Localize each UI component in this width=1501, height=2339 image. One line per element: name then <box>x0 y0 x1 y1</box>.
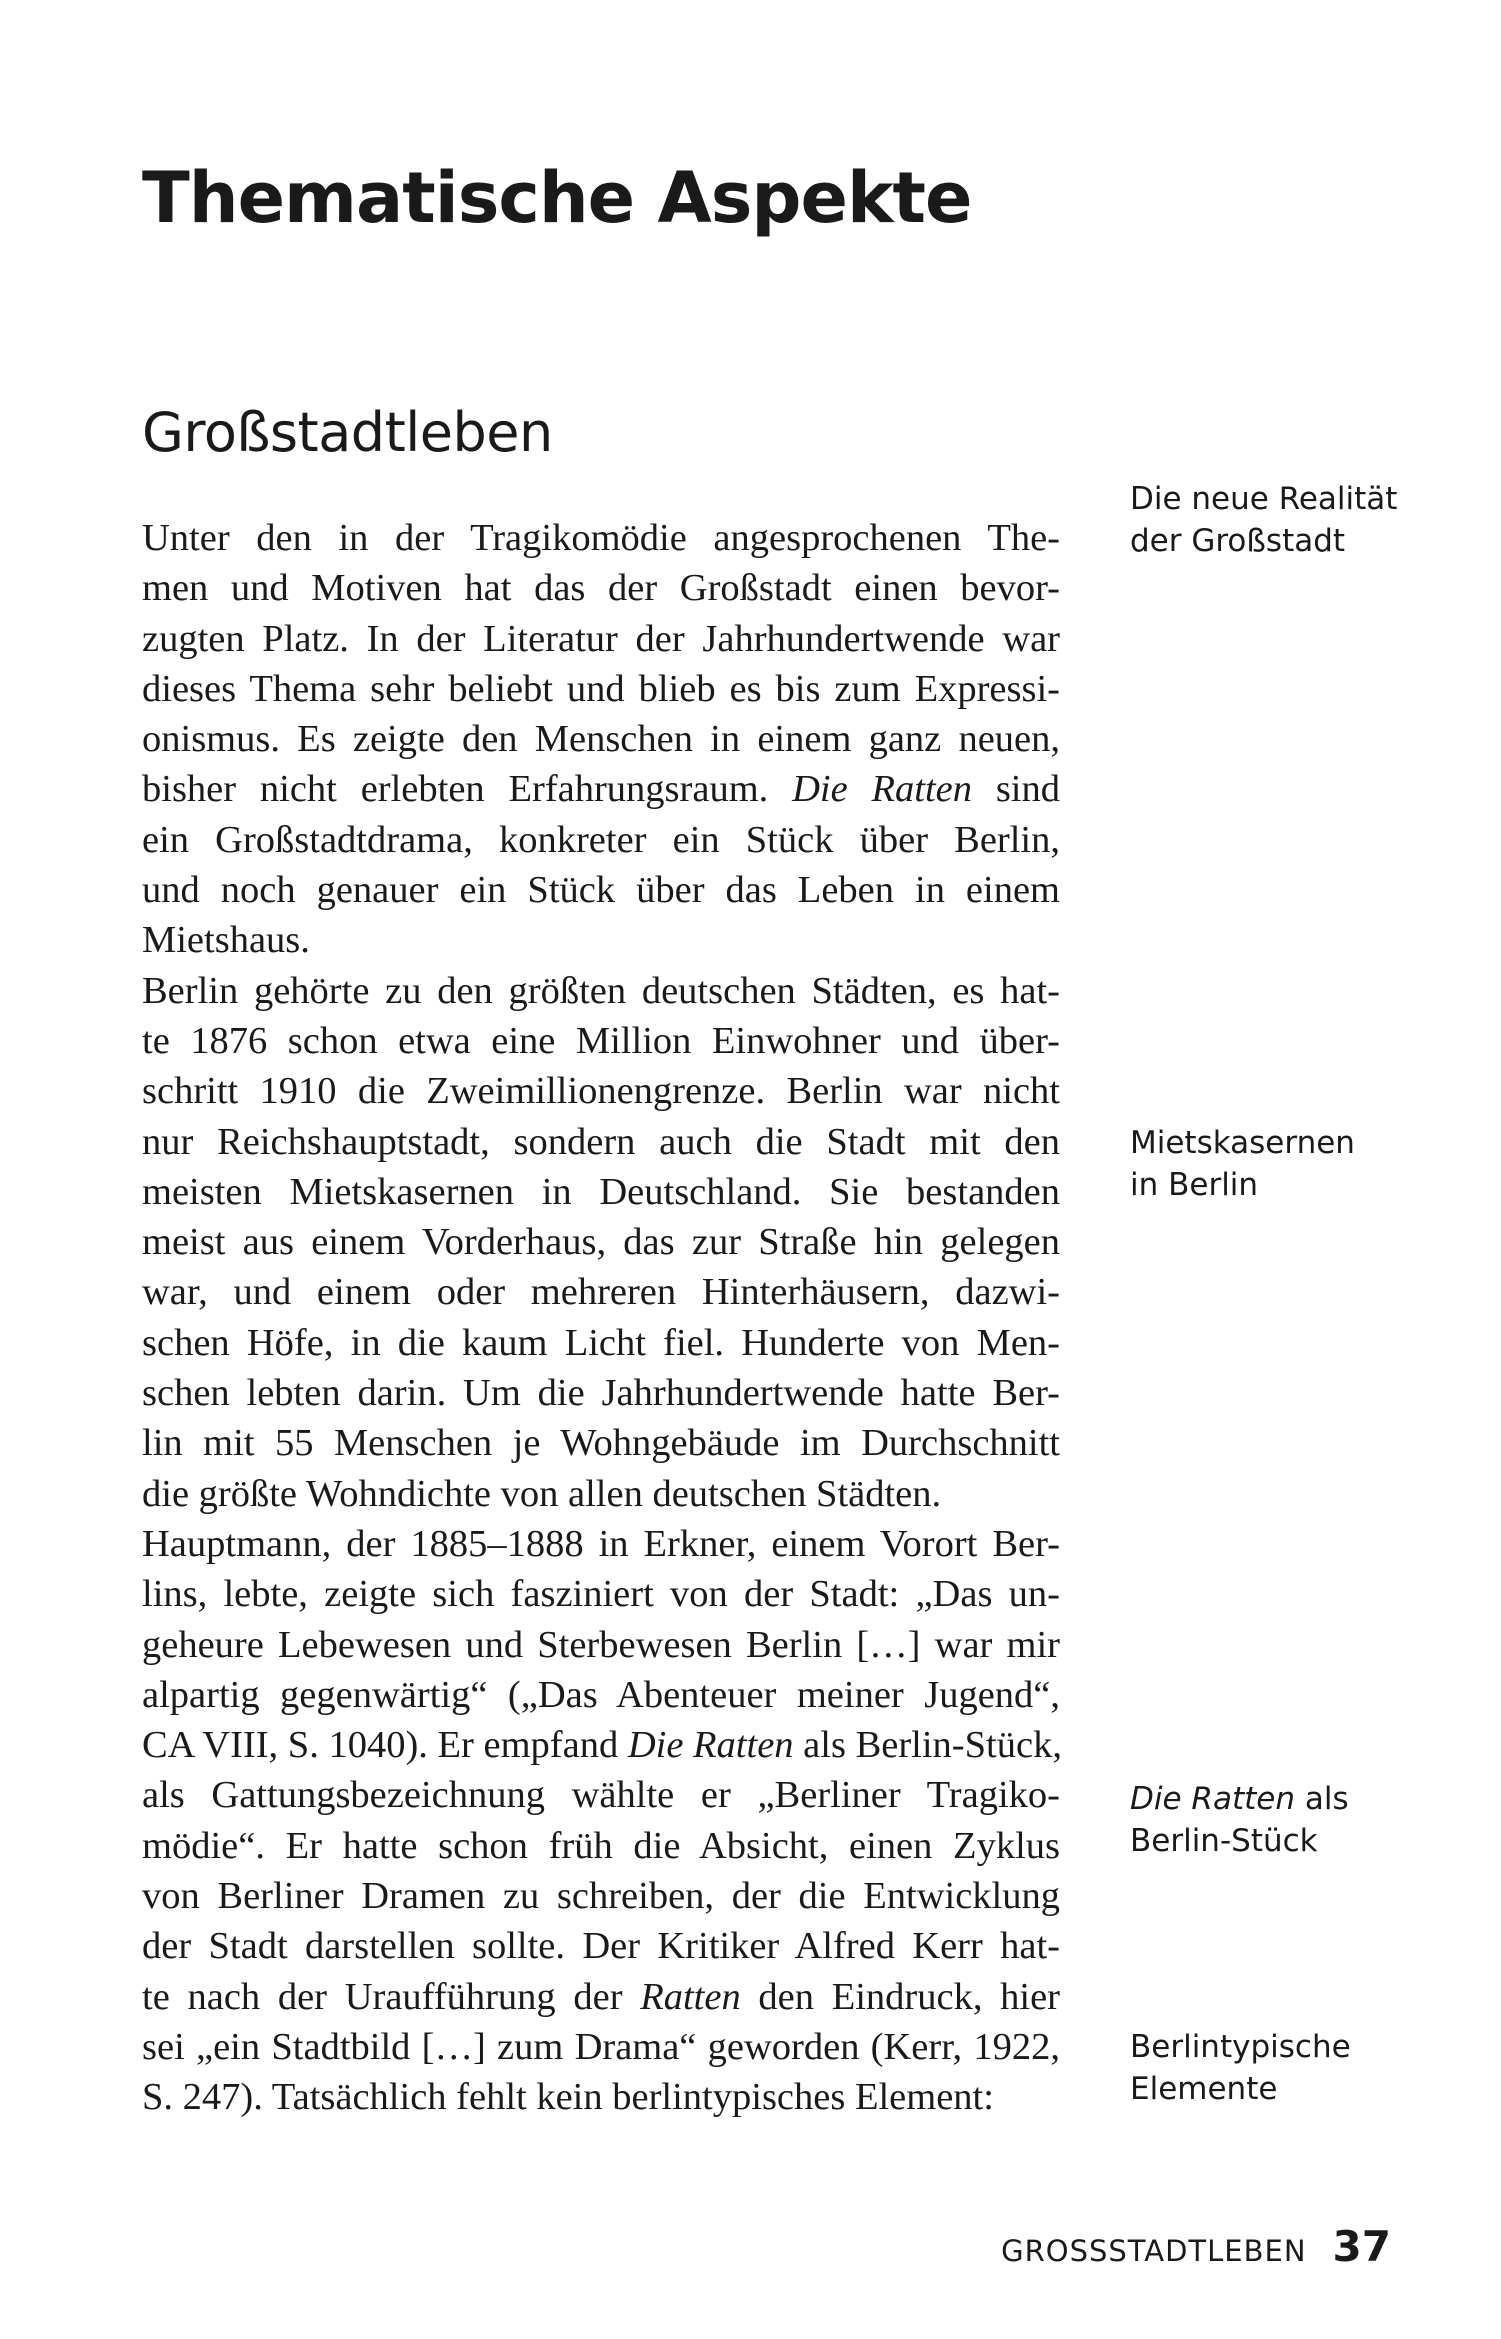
margin-note-mietskasernen <box>1130 1122 1470 1206</box>
text-segment: nur Reichshauptstadt, sondern auch die Stadt mit den <box>142 1120 1060 1163</box>
text-segment: geheure Lebewesen und Sterbewesen Berlin […] war mir <box>142 1623 1060 1666</box>
body-line <box>142 764 1060 814</box>
margin-note-neue-realitaet <box>1130 478 1470 562</box>
body-line <box>142 1821 1060 1871</box>
body-line <box>142 1569 1060 1619</box>
body-line <box>142 664 1060 714</box>
text-segment: Mietshaus. <box>142 919 310 962</box>
body-line <box>142 1670 1060 1720</box>
text-segment: mödie“. Er hatte schon früh die Absicht, einen Zyklus <box>142 1824 1060 1867</box>
body-line <box>142 815 1060 865</box>
body-line <box>142 1117 1060 1167</box>
body-line <box>142 513 1060 563</box>
margin-note-line: Die neue Realität <box>1130 481 1398 517</box>
body-line <box>142 2022 1060 2072</box>
body-line <box>142 1016 1060 1066</box>
text-segment: schen Höfe, in die kaum Licht fiel. Hunderte von Men- <box>142 1321 1060 1364</box>
margin-note-line: Berlintypische <box>1130 2029 1351 2065</box>
margin-note-line: in Berlin <box>1130 1167 1259 1203</box>
body-line <box>142 563 1060 613</box>
section-title: Großstadtleben <box>142 401 553 464</box>
text-segment: schen lebten darin. Um die Jahrhundertwende hatte Ber- <box>142 1372 1060 1415</box>
text-segment: war, und einem oder mehreren Hinterhäusern, dazwi- <box>142 1271 1060 1314</box>
italic-title: Die Ratten <box>627 1724 794 1767</box>
body-line <box>142 1318 1060 1368</box>
text-segment: men und Motiven hat das der Großstadt einen bevor- <box>142 567 1060 610</box>
text-segment: als Berlin-Stück, <box>793 1724 1062 1767</box>
text-segment: meisten Mietskasernen in Deutschland. Sie bestanden <box>142 1170 1060 1213</box>
body-line <box>142 1469 1060 1519</box>
text-segment: schritt 1910 die Zweimillionengrenze. Berlin war nicht <box>142 1070 1060 1113</box>
text-segment: zugten Platz. In der Literatur der Jahrhundertwende war <box>142 617 1060 660</box>
body-line <box>142 1720 1060 1770</box>
text-segment: lins, lebte, zeigte sich fasziniert von der Stadt: „Das un- <box>142 1573 1060 1616</box>
body-line <box>142 915 1060 965</box>
body-line <box>142 1972 1060 2022</box>
text-segment: die größte Wohndichte von allen deutschen Städten. <box>142 1472 942 1515</box>
body-line <box>142 1167 1060 1217</box>
body-line <box>142 714 1060 764</box>
text-segment: CA VIII, S. 1040). Er empfand <box>142 1724 628 1767</box>
margin-note-line: Elemente <box>1130 2071 1278 2107</box>
page-number: 37 <box>1332 2222 1391 2271</box>
text-segment: der Stadt darstellen sollte. Der Kritiker Alfred Kerr hat- <box>142 1925 1060 1968</box>
text-segment: Berlin gehörte zu den größten deutschen Städten, es hat- <box>142 969 1060 1012</box>
margin-note-line: Mietskasernen <box>1130 1125 1355 1161</box>
body-line <box>142 1871 1060 1921</box>
text-segment: S. 247). Tatsächlich fehlt kein berlintypisches Element: <box>142 2076 994 2119</box>
body-line <box>142 1368 1060 1418</box>
text-segment: Hauptmann, der 1885–1888 in Erkner, einem Vorort Ber- <box>142 1522 1060 1565</box>
text-segment: alpartig gegenwärtig“ („Das Abenteuer meiner Jugend“, <box>142 1673 1060 1716</box>
body-line <box>142 1217 1060 1267</box>
italic-title: Die Ratten <box>792 768 972 811</box>
text-segment: ein Großstadtdrama, konkreter ein Stück über Berlin, <box>142 818 1060 861</box>
text-segment: bisher nicht erlebten Erfahrungsraum. <box>142 768 793 811</box>
text-segment: te nach der Uraufführung der <box>142 1975 641 2018</box>
body-line <box>142 865 1060 915</box>
margin-note-line: Die Ratten als <box>1130 1781 1349 1817</box>
text-segment: te 1876 schon etwa eine Million Einwohner und über- <box>142 1019 1060 1062</box>
text-segment: Unter den in der Tragikomödie angesprochenen The- <box>142 517 1060 559</box>
text-segment: und noch genauer ein Stück über das Leben in einem <box>142 869 1060 912</box>
body-line <box>142 1267 1060 1317</box>
page-footer <box>1001 2222 1391 2271</box>
body-line <box>142 1620 1060 1670</box>
margin-note-berlintypische-elemente <box>1130 2026 1470 2110</box>
text-segment: als Gattungsbezeichnung wählte er „Berliner Tragiko- <box>142 1774 1060 1817</box>
text-segment: onismus. Es zeigte den Menschen in einem ganz neuen, <box>142 718 1060 761</box>
body-line <box>142 1770 1060 1820</box>
text-segment: sind <box>972 768 1060 811</box>
body-line <box>142 1921 1060 1971</box>
body-line <box>142 966 1060 1016</box>
chapter-title: Thematische Aspekte <box>142 157 972 239</box>
text-segment: dieses Thema sehr beliebt und blieb es bis zum Expressi- <box>142 667 1060 710</box>
margin-note-line: der Großstadt <box>1130 523 1346 559</box>
text-segment: lin mit 55 Menschen je Wohngebäude im Durchschnitt <box>142 1422 1060 1465</box>
body-line <box>142 1066 1060 1116</box>
text-segment: meist aus einem Vorderhaus, das zur Straße hin gelegen <box>142 1221 1060 1264</box>
text-segment: sei „ein Stadtbild […] zum Drama“ geworden (Kerr, 1922, <box>142 2025 1060 2068</box>
italic-title: Ratten <box>640 1975 741 2018</box>
body-line <box>142 614 1060 664</box>
body-line <box>142 1418 1060 1468</box>
body-text <box>142 513 1060 2123</box>
body-line <box>142 2072 1060 2122</box>
body-line <box>142 1519 1060 1569</box>
text-segment: von Berliner Dramen zu schreiben, der die Entwicklung <box>142 1875 1060 1918</box>
margin-note-line: Berlin-Stück <box>1130 1823 1318 1859</box>
margin-note-ratten-berlin-stueck <box>1130 1778 1470 1862</box>
running-footer-section: GROSSSTADTLEBEN <box>1001 2234 1307 2268</box>
text-segment: den Eindruck, hier <box>740 1975 1060 2018</box>
